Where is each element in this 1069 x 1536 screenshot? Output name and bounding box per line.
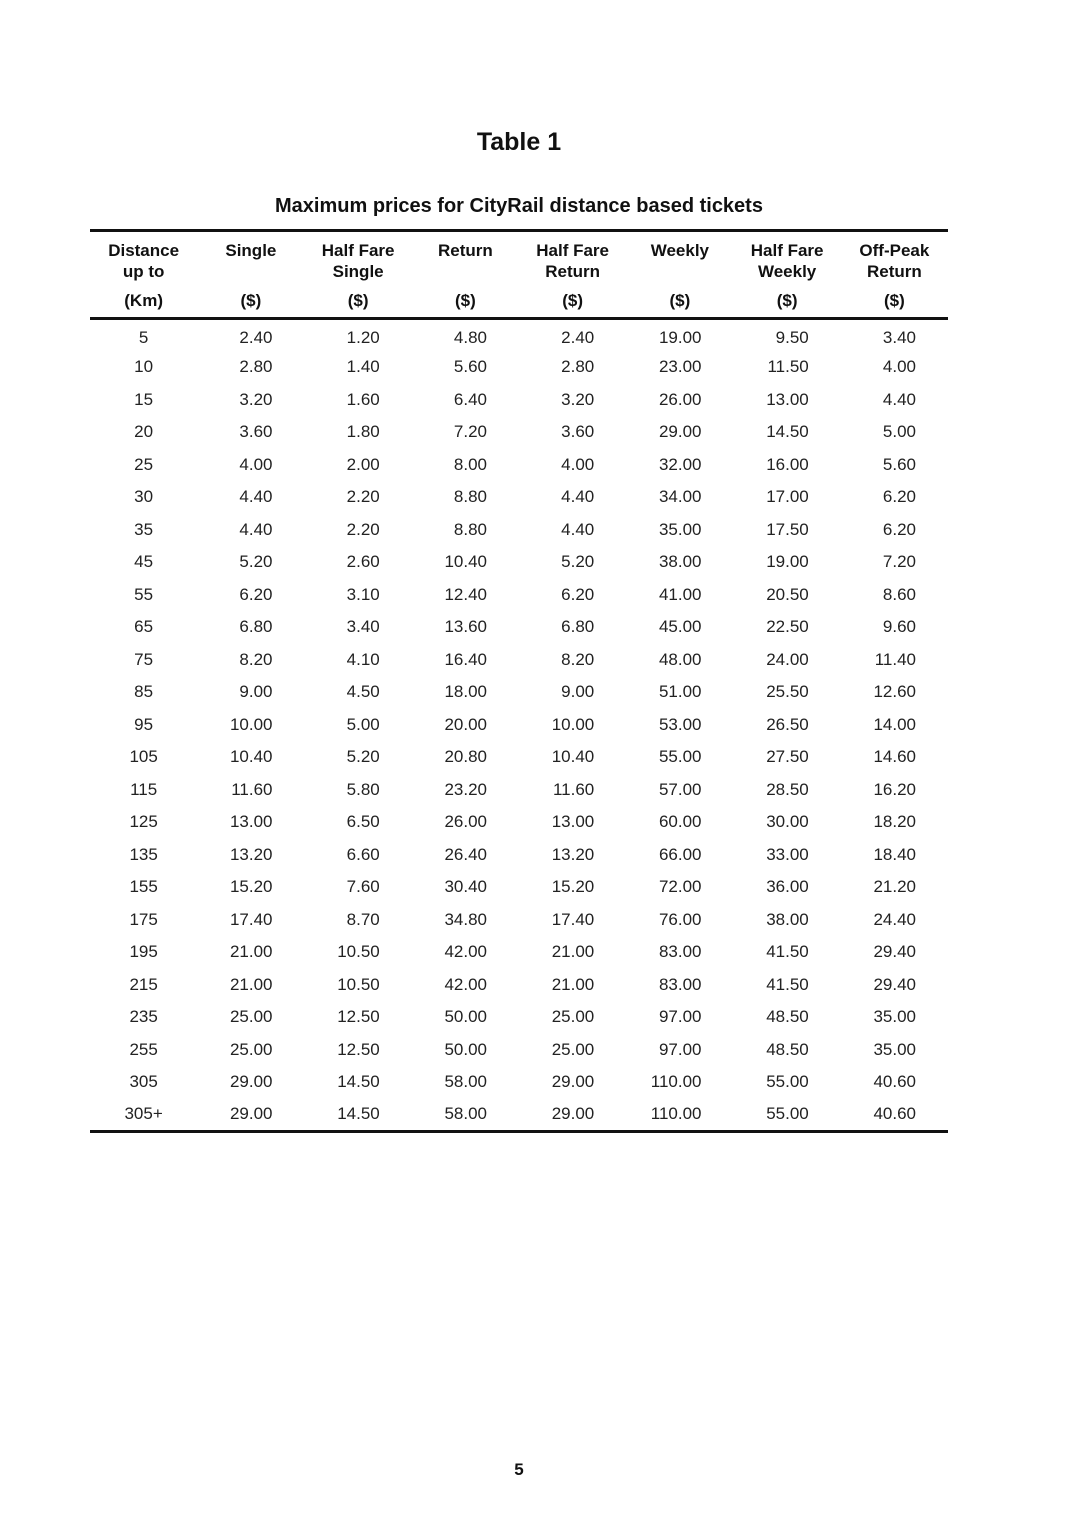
price-cell: 3.60 xyxy=(561,422,595,442)
price-cell: 40.60 xyxy=(873,1104,916,1123)
column-header: Weekly xyxy=(650,241,710,260)
price-cell: 5.80 xyxy=(346,779,380,799)
table-row xyxy=(90,579,948,612)
table-caption: Maximum prices for CityRail distance based tickets xyxy=(275,195,763,217)
price-cell: 13.00 xyxy=(551,812,595,832)
price-cell: 25.00 xyxy=(551,1039,595,1059)
price-cell: 76.00 xyxy=(658,909,702,929)
distance-cell: 95 xyxy=(134,714,154,734)
table-row xyxy=(90,676,948,709)
table-row xyxy=(90,904,948,937)
price-cell: 24.40 xyxy=(873,909,916,929)
price-cell: 11.60 xyxy=(552,779,595,799)
price-cell: 25.00 xyxy=(229,1039,273,1059)
price-cell: 2.20 xyxy=(346,519,380,539)
column-header: Off-Peak Return xyxy=(859,241,930,281)
price-cell: 58.00 xyxy=(444,1072,487,1092)
distance-cell: 125 xyxy=(129,812,158,832)
price-cell: 41.00 xyxy=(658,584,702,604)
price-cell: 97.00 xyxy=(658,1039,702,1059)
price-cell: 83.00 xyxy=(658,942,702,962)
price-cell: 17.50 xyxy=(766,519,809,539)
price-cell: 22.50 xyxy=(766,617,809,637)
distance-cell: 305+ xyxy=(124,1104,163,1123)
price-cell: 23.00 xyxy=(658,357,702,377)
price-cell: 50.00 xyxy=(444,1007,487,1027)
column-unit: ($) xyxy=(626,289,733,319)
price-cell: 10.50 xyxy=(337,974,380,994)
price-cell: 8.20 xyxy=(561,649,595,669)
price-cell: 16.00 xyxy=(766,454,809,474)
price-cell: 6.20 xyxy=(882,519,916,539)
column-unit: ($) xyxy=(519,289,626,319)
table-row xyxy=(90,1099,948,1132)
price-cell: 48.50 xyxy=(766,1039,809,1059)
price-cell: 14.00 xyxy=(873,714,916,734)
price-cell: 10.40 xyxy=(444,552,487,572)
table-row xyxy=(90,351,948,384)
distance-cell: 215 xyxy=(129,974,158,994)
column-header: Half Fare Single xyxy=(321,241,395,281)
price-cell: 5.20 xyxy=(561,552,595,572)
price-cell: 14.50 xyxy=(337,1072,380,1092)
price-cell: 35.00 xyxy=(873,1039,916,1059)
price-cell: 5.20 xyxy=(239,552,273,572)
price-cell: 2.40 xyxy=(239,327,273,347)
price-cell: 30.00 xyxy=(766,812,809,832)
price-cell: 8.80 xyxy=(453,487,487,507)
price-cell: 13.20 xyxy=(551,844,595,864)
price-cell: 19.00 xyxy=(766,552,809,572)
price-cell: 3.20 xyxy=(561,389,595,409)
table-row xyxy=(90,806,948,839)
table-row xyxy=(90,871,948,904)
distance-cell: 155 xyxy=(129,877,158,897)
price-cell: 12.40 xyxy=(444,584,487,604)
price-cell: 13.60 xyxy=(444,617,487,637)
price-cell: 7.60 xyxy=(346,877,380,897)
price-cell: 27.50 xyxy=(766,747,809,767)
price-cell: 51.00 xyxy=(658,682,702,702)
price-cell: 29.00 xyxy=(229,1104,273,1123)
price-cell: 17.40 xyxy=(551,909,595,929)
price-cell: 15.20 xyxy=(229,877,273,897)
price-cell: 35.00 xyxy=(873,1007,916,1027)
price-cell: 50.00 xyxy=(444,1039,487,1059)
price-cell: 21.00 xyxy=(229,942,273,962)
distance-cell: 75 xyxy=(134,649,154,669)
price-cell: 42.00 xyxy=(444,974,487,994)
price-cell: 3.60 xyxy=(239,422,273,442)
distance-cell: 135 xyxy=(129,844,158,864)
price-cell: 4.50 xyxy=(346,682,380,702)
price-cell: 53.00 xyxy=(658,714,702,734)
price-cell: 6.60 xyxy=(346,844,380,864)
price-cell: 9.50 xyxy=(775,327,809,347)
price-cell: 29.00 xyxy=(229,1072,273,1092)
price-cell: 20.80 xyxy=(444,747,487,767)
price-cell: 33.00 xyxy=(766,844,809,864)
price-cell: 57.00 xyxy=(658,779,702,799)
price-cell: 41.50 xyxy=(766,974,809,994)
price-cell: 2.00 xyxy=(346,454,380,474)
price-cell: 9.60 xyxy=(882,617,916,637)
distance-cell: 195 xyxy=(129,942,158,962)
price-cell: 10.40 xyxy=(229,747,273,767)
column-header: Single xyxy=(225,241,277,260)
table-row xyxy=(90,839,948,872)
distance-cell: 55 xyxy=(134,584,154,604)
price-cell: 48.50 xyxy=(766,1007,809,1027)
page-title: Table 1 xyxy=(476,128,562,156)
price-cell: 83.00 xyxy=(658,974,702,994)
price-cell: 1.20 xyxy=(346,327,380,347)
price-cell: 26.40 xyxy=(444,844,487,864)
table-row xyxy=(90,611,948,644)
price-cell: 18.00 xyxy=(444,682,487,702)
price-cell: 10.00 xyxy=(551,714,595,734)
distance-cell: 30 xyxy=(134,487,154,507)
column-unit: ($) xyxy=(734,289,841,319)
price-cell: 10.50 xyxy=(337,942,380,962)
price-cell: 34.00 xyxy=(658,487,702,507)
price-cell: 5.20 xyxy=(346,747,380,767)
price-cell: 2.40 xyxy=(561,327,595,347)
price-cell: 2.80 xyxy=(561,357,595,377)
price-cell: 9.00 xyxy=(239,682,273,702)
price-cell: 25.00 xyxy=(229,1007,273,1027)
table-row xyxy=(90,709,948,742)
price-cell: 4.40 xyxy=(561,519,595,539)
price-cell: 21.00 xyxy=(551,974,595,994)
price-cell: 14.60 xyxy=(873,747,916,767)
distance-cell: 25 xyxy=(134,454,154,474)
price-cell: 1.40 xyxy=(346,357,380,377)
price-cell: 3.40 xyxy=(346,617,380,637)
price-cell: 6.20 xyxy=(239,584,273,604)
table-body xyxy=(90,319,948,1132)
distance-cell: 65 xyxy=(134,617,154,637)
column-header: Half Fare Return xyxy=(536,241,609,281)
page-number: 5 xyxy=(514,1460,524,1479)
price-cell: 6.50 xyxy=(346,812,380,832)
price-cell: 10.40 xyxy=(551,747,595,767)
distance-cell: 20 xyxy=(134,422,154,442)
price-cell: 2.60 xyxy=(346,552,380,572)
price-cell: 6.20 xyxy=(882,487,916,507)
price-cell: 5.00 xyxy=(346,714,380,734)
price-cell: 21.20 xyxy=(873,877,916,897)
table-row xyxy=(90,936,948,969)
price-cell: 12.50 xyxy=(337,1007,380,1027)
price-cell: 16.20 xyxy=(873,779,916,799)
column-unit: ($) xyxy=(412,289,519,319)
distance-cell: 255 xyxy=(129,1039,158,1059)
price-cell: 55.00 xyxy=(658,747,702,767)
price-cell: 18.20 xyxy=(873,812,916,832)
distance-cell: 5 xyxy=(138,327,149,347)
distance-cell: 15 xyxy=(134,389,154,409)
column-unit: ($) xyxy=(305,289,412,319)
price-cell: 4.00 xyxy=(561,454,595,474)
price-cell: 20.00 xyxy=(444,714,487,734)
table-row xyxy=(90,644,948,677)
table-row xyxy=(90,416,948,449)
price-cell: 29.40 xyxy=(873,974,916,994)
price-cell: 1.80 xyxy=(346,422,380,442)
price-cell: 29.40 xyxy=(873,942,916,962)
price-cell: 7.20 xyxy=(882,552,916,572)
price-cell: 36.00 xyxy=(766,877,809,897)
price-cell: 6.40 xyxy=(453,389,487,409)
price-cell: 29.00 xyxy=(551,1072,595,1092)
price-cell: 23.20 xyxy=(444,779,487,799)
column-unit: ($) xyxy=(197,289,304,319)
price-cell: 4.40 xyxy=(882,389,916,409)
table-row xyxy=(90,546,948,579)
price-cell: 29.00 xyxy=(551,1104,595,1123)
column-unit: ($) xyxy=(841,289,948,319)
distance-cell: 85 xyxy=(134,682,154,702)
header-unit-row xyxy=(90,289,948,319)
price-cell: 17.00 xyxy=(766,487,809,507)
price-cell: 40.60 xyxy=(873,1072,916,1092)
distance-cell: 35 xyxy=(134,519,154,539)
price-cell: 8.80 xyxy=(453,519,487,539)
price-cell: 18.40 xyxy=(873,844,916,864)
table-row xyxy=(90,741,948,774)
table-row xyxy=(90,1001,948,1034)
price-cell: 25.50 xyxy=(766,682,809,702)
price-cell: 3.20 xyxy=(239,389,273,409)
price-cell: 20.50 xyxy=(766,584,809,604)
price-cell: 21.00 xyxy=(229,974,273,994)
price-cell: 55.00 xyxy=(766,1104,809,1123)
fare-table xyxy=(90,229,948,1133)
price-cell: 72.00 xyxy=(658,877,702,897)
price-cell: 14.50 xyxy=(337,1104,380,1123)
price-cell: 3.40 xyxy=(882,327,916,347)
price-cell: 11.60 xyxy=(231,779,273,799)
price-cell: 45.00 xyxy=(658,617,702,637)
column-unit: (Km) xyxy=(90,289,197,319)
price-cell: 4.80 xyxy=(453,327,487,347)
price-cell: 28.50 xyxy=(766,779,809,799)
price-cell: 6.80 xyxy=(561,617,595,637)
price-cell: 6.80 xyxy=(239,617,273,637)
price-cell: 14.50 xyxy=(766,422,809,442)
price-cell: 38.00 xyxy=(658,552,702,572)
price-cell: 97.00 xyxy=(658,1007,702,1027)
price-cell: 58.00 xyxy=(444,1104,487,1123)
price-cell: 55.00 xyxy=(766,1072,809,1092)
price-cell: 16.40 xyxy=(444,649,487,669)
distance-cell: 235 xyxy=(129,1007,158,1027)
column-header: Half Fare Weekly xyxy=(750,241,824,281)
table-row xyxy=(90,1066,948,1099)
price-cell: 4.00 xyxy=(239,454,273,474)
price-cell: 15.20 xyxy=(551,877,595,897)
table-row xyxy=(90,514,948,547)
price-cell: 4.40 xyxy=(239,487,273,507)
distance-cell: 45 xyxy=(134,552,154,572)
table-row xyxy=(90,449,948,482)
price-cell: 25.00 xyxy=(551,1007,595,1027)
price-cell: 12.50 xyxy=(337,1039,380,1059)
price-cell: 26.00 xyxy=(658,389,702,409)
price-cell: 60.00 xyxy=(658,812,702,832)
price-cell: 12.60 xyxy=(873,682,916,702)
table-row xyxy=(90,1034,948,1067)
table-row xyxy=(90,774,948,807)
distance-cell: 105 xyxy=(129,747,158,767)
price-cell: 26.00 xyxy=(444,812,487,832)
price-cell: 29.00 xyxy=(658,422,702,442)
price-cell: 32.00 xyxy=(658,454,702,474)
distance-cell: 10 xyxy=(134,357,154,377)
price-cell: 35.00 xyxy=(658,519,702,539)
price-cell: 7.20 xyxy=(453,422,487,442)
price-cell: 5.00 xyxy=(882,422,916,442)
price-cell: 38.00 xyxy=(766,909,809,929)
price-cell: 8.70 xyxy=(346,909,380,929)
price-cell: 2.20 xyxy=(346,487,380,507)
price-cell: 8.00 xyxy=(453,454,487,474)
price-cell: 24.00 xyxy=(766,649,809,669)
table-row xyxy=(90,319,948,352)
price-cell: 34.80 xyxy=(444,909,487,929)
price-cell: 4.00 xyxy=(882,357,916,377)
price-cell: 10.00 xyxy=(229,714,273,734)
price-cell: 110.00 xyxy=(650,1072,702,1092)
price-cell: 4.40 xyxy=(239,519,273,539)
column-header: Return xyxy=(437,241,493,260)
price-cell: 9.00 xyxy=(561,682,595,702)
price-cell: 4.10 xyxy=(346,649,380,669)
price-cell: 11.50 xyxy=(767,357,809,377)
price-cell: 30.40 xyxy=(444,877,487,897)
price-cell: 21.00 xyxy=(551,942,595,962)
price-cell: 17.40 xyxy=(229,909,273,929)
price-cell: 2.80 xyxy=(239,357,273,377)
distance-cell: 115 xyxy=(130,779,158,799)
column-header: Distance up to xyxy=(108,241,180,281)
price-cell: 6.20 xyxy=(561,584,595,604)
price-cell: 8.20 xyxy=(239,649,273,669)
table-row xyxy=(90,384,948,417)
table-row xyxy=(90,481,948,514)
price-cell: 8.60 xyxy=(882,584,916,604)
table-row xyxy=(90,969,948,1002)
header-name-row xyxy=(90,231,948,289)
distance-cell: 305 xyxy=(129,1072,158,1092)
price-cell: 5.60 xyxy=(453,357,487,377)
price-cell: 66.00 xyxy=(658,844,702,864)
price-cell: 42.00 xyxy=(444,942,487,962)
price-cell: 13.00 xyxy=(766,389,809,409)
price-cell: 11.40 xyxy=(874,649,916,669)
price-cell: 110.00 xyxy=(650,1104,702,1123)
price-cell: 1.60 xyxy=(346,389,380,409)
price-cell: 5.60 xyxy=(882,454,916,474)
price-cell: 13.20 xyxy=(229,844,273,864)
price-cell: 4.40 xyxy=(561,487,595,507)
price-cell: 13.00 xyxy=(229,812,273,832)
price-cell: 19.00 xyxy=(658,327,702,347)
price-cell: 26.50 xyxy=(766,714,809,734)
price-cell: 41.50 xyxy=(766,942,809,962)
price-cell: 48.00 xyxy=(658,649,702,669)
distance-cell: 175 xyxy=(129,909,158,929)
price-cell: 3.10 xyxy=(346,584,380,604)
